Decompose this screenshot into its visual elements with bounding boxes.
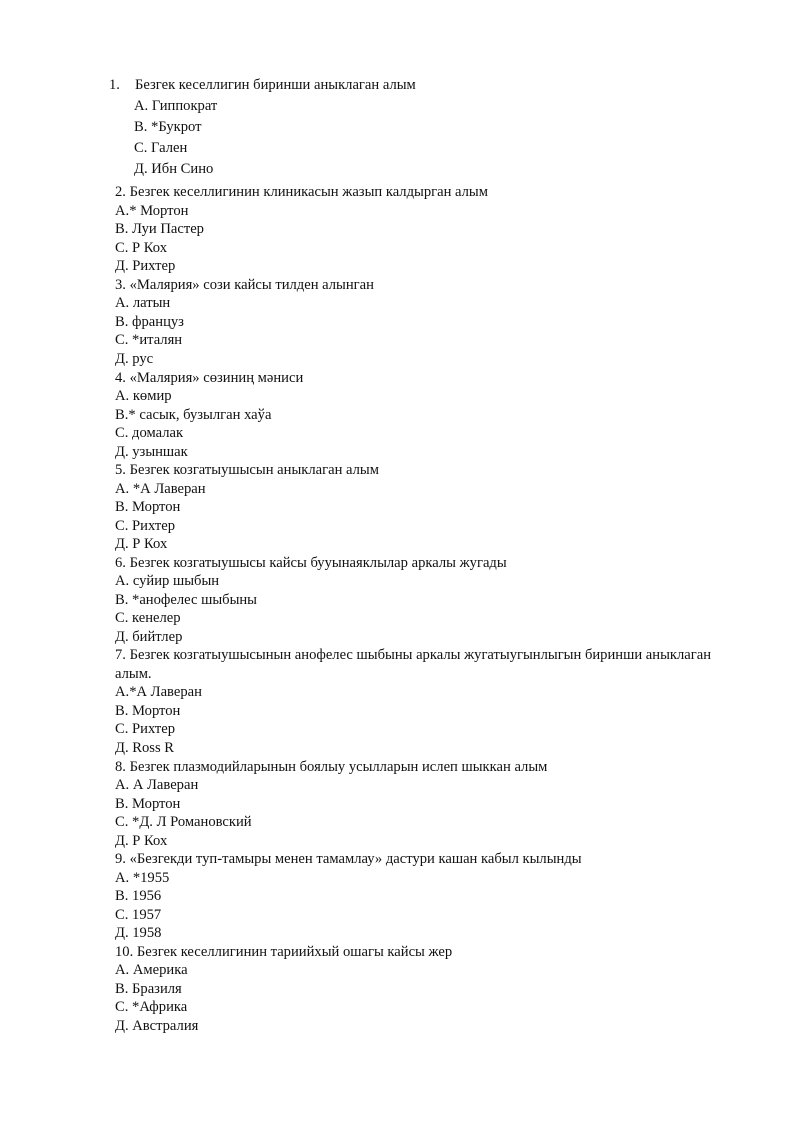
option-line: А. Америка bbox=[115, 962, 188, 978]
question-1-option-d: Д. Ибн Сино bbox=[134, 161, 214, 177]
option-line: С. *Д. Л Романовский bbox=[115, 814, 252, 830]
option-line: В. Мортон bbox=[115, 703, 181, 719]
question-9: 9. «Безгекди туп-тамыры менен тамамлау» дастури кашан кабыл кылынды bbox=[115, 851, 582, 867]
option-line: Д. 1958 bbox=[115, 925, 162, 941]
question-8: 8. Безгек плазмодийларынын боялыу усылларын ислеп шыккан алым bbox=[115, 759, 548, 775]
question-3: 3. «Малярия» сози кайсы тилден алынган bbox=[115, 277, 374, 293]
option-line: С. Рихтер bbox=[115, 721, 176, 737]
option-line: Д. узыншак bbox=[115, 444, 188, 460]
option-line: В. *анофелес шыбыны bbox=[115, 592, 257, 608]
option-line: Д. Ross R bbox=[115, 740, 175, 756]
question-1-option-c: С. Гален bbox=[134, 140, 188, 156]
option-line: А. *1955 bbox=[115, 870, 170, 886]
question-1 bbox=[109, 77, 416, 94]
option-line: А. А Лаверан bbox=[115, 777, 199, 793]
question-4: 4. «Малярия» сөзиниң мәниси bbox=[115, 370, 304, 386]
option-line: Д. рус bbox=[115, 351, 154, 367]
option-line: В. Мортон bbox=[115, 796, 181, 812]
option-line: С. домалак bbox=[115, 425, 184, 441]
option-line: А. көмир bbox=[115, 388, 172, 404]
option-line: С. *италян bbox=[115, 332, 183, 348]
option-line: Д. Рихтер bbox=[115, 258, 176, 274]
option-line: А. суйир шыбын bbox=[115, 573, 220, 589]
option-line: Д. Р Кох bbox=[115, 833, 168, 849]
option-line: С. Рихтер bbox=[115, 518, 176, 534]
option-line: В. Луи Пастер bbox=[115, 221, 204, 237]
option-line: В. Мортон bbox=[115, 499, 181, 515]
option-line: Д. Австралия bbox=[115, 1018, 199, 1034]
option-line: А. *А Лаверан bbox=[115, 481, 206, 497]
question-6: 6. Безгек козгатыушысы кайсы бууынаяклылар аркалы жугады bbox=[115, 555, 507, 571]
question-2: 2. Безгек кеселлигинин клиникасын жазып калдырган алым bbox=[115, 184, 488, 200]
option-line: А.*А Лаверан bbox=[115, 684, 202, 700]
option-line: В. француз bbox=[115, 314, 184, 330]
option-line: В. Бразиля bbox=[115, 981, 182, 997]
option-line: А.* Мортон bbox=[115, 203, 189, 219]
question-1-option-b: В. *Букрот bbox=[134, 119, 202, 135]
option-line: Д. бийтлер bbox=[115, 629, 183, 645]
option-line: В.* сасык, бузылган хаўа bbox=[115, 407, 272, 423]
option-line: С. Р Кох bbox=[115, 240, 168, 256]
question-5: 5. Безгек козгатыушысын аныклаган алым bbox=[115, 462, 379, 478]
option-line: С. 1957 bbox=[115, 907, 162, 923]
option-line: С. *Африка bbox=[115, 999, 188, 1015]
option-line: В. 1956 bbox=[115, 888, 162, 904]
option-line: С. кенелер bbox=[115, 610, 181, 626]
option-line: А. латын bbox=[115, 295, 171, 311]
question-1-option-a: А. Гиппократ bbox=[134, 98, 218, 114]
question-1-text: Безгек кеселлигин биринши аныклаган алым bbox=[135, 77, 416, 93]
option-line: Д. Р Кох bbox=[115, 536, 168, 552]
question-1-number: 1. bbox=[109, 77, 120, 93]
question-7: 7. Безгек козгатыушысынын анофелес шыбыны аркалы жугатыугынлыгын биринши аныклаган алым. bbox=[115, 647, 712, 682]
question-10: 10. Безгек кеселлигинин тариийхый ошагы кайсы жер bbox=[115, 944, 453, 960]
